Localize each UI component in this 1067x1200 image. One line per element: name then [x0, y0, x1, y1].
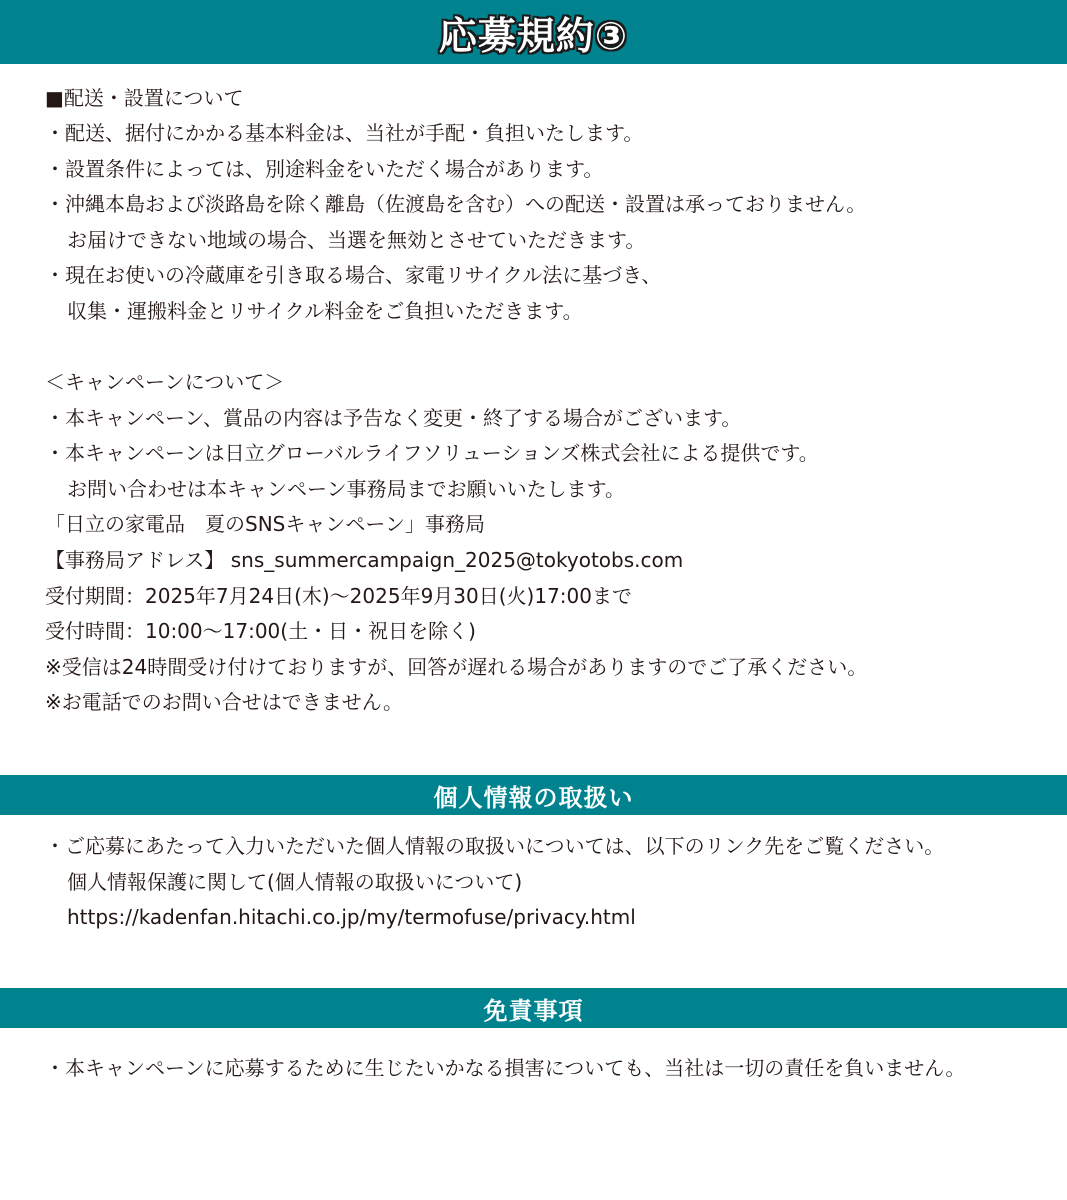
delivery-line: ・沖縄本島および淡路島を除く離島（佐渡島を含む）への配送・設置は承っておりません。 [45, 192, 867, 216]
campaign-hours: 受付時間：10:00～17:00(土・日・祝日を除く) [45, 619, 476, 643]
privacy-line: ・ご応募にあたって入力いただいた個人情報の取扱いについては、以下のリンク先をご覧ください。 [45, 834, 945, 858]
campaign-address: 【事務局アドレス】 sns_summercampaign_2025@tokyotobs.com [45, 548, 684, 572]
campaign-office: 「日立の家電品 夏のSNSキャンペーン」事務局 [45, 512, 485, 536]
delivery-line: ・設置条件によっては、別途料金をいただく場合があります。 [45, 157, 604, 181]
page-title: 応募規約③ [438, 13, 629, 58]
delivery-line: お届けできない地域の場合、当選を無効とさせていただきます。 [67, 228, 646, 252]
campaign-note: ※受信は24時間受け付けておりますが、回答が遅れる場合がありますのでご了承ください。 [45, 655, 868, 679]
delivery-line: 収集・運搬料金とリサイクル料金をご負担いただきます。 [67, 299, 583, 323]
disclaimer-line: ・本キャンペーンに応募するために生じたいかなる損害についても、当社は一切の責任を負いません。 [45, 1056, 966, 1080]
disclaimer-section-bar [0, 988, 1067, 1028]
delivery-heading: ■配送・設置について [45, 86, 244, 110]
privacy-url: https://kadenfan.hitachi.co.jp/my/termofuse/privacy.html [67, 905, 636, 929]
campaign-note: ※お電話でのお問い合せはできません。 [45, 690, 403, 714]
campaign-line: ・本キャンペーンは日立グローバルライフソリューションズ株式会社による提供です。 [45, 441, 819, 465]
delivery-line: ・現在お使いの冷蔵庫を引き取る場合、家電リサイクル法に基づき、 [45, 263, 662, 287]
campaign-period: 受付期間：2025年7月24日(木)～2025年9月30日(火)17:00まで [45, 584, 632, 608]
campaign-line: ・本キャンペーン、賞品の内容は予告なく変更・終了する場合がございます。 [45, 406, 742, 430]
campaign-line: お問い合わせは本キャンペーン事務局までお願いいたします。 [67, 477, 625, 501]
privacy-line: 個人情報保護に関して(個人情報の取扱いについて) [67, 870, 523, 894]
campaign-heading: ＜キャンペーンについて＞ [45, 370, 285, 394]
privacy-title: 個人情報の取扱い [433, 783, 634, 812]
privacy-section-bar [0, 775, 1067, 815]
disclaimer-title: 免責事項 [483, 996, 584, 1025]
delivery-line: ・配送、据付にかかる基本料金は、当社が手配・負担いたします。 [45, 121, 644, 145]
header-banner [0, 0, 1067, 64]
